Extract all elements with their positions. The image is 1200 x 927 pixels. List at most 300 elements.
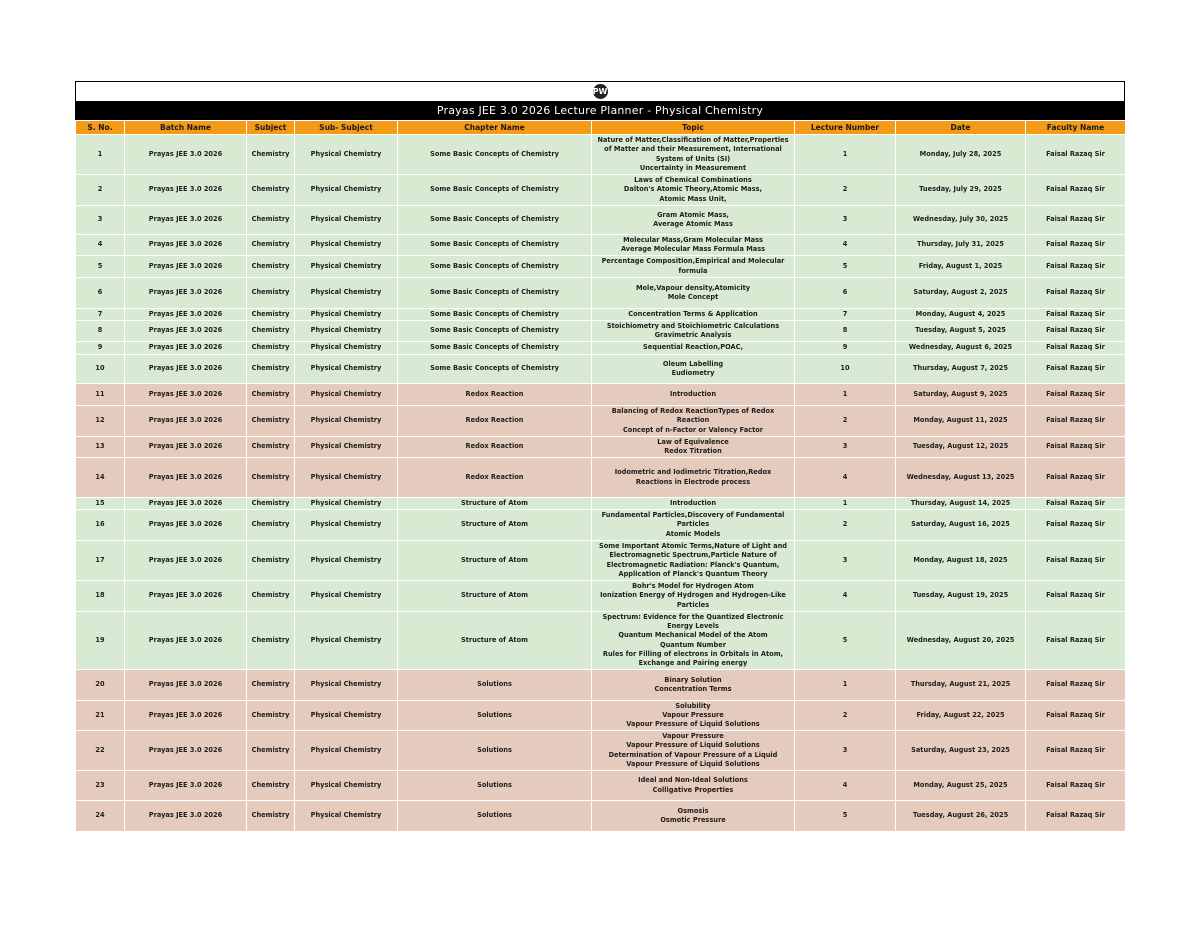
cell-batch-name: Prayas JEE 3.0 2026 [125,771,247,801]
cell-subject: Chemistry [247,206,295,235]
table-row [76,701,1126,731]
cell-chapter-name: Structure of Atom [398,581,592,612]
cell-chapter-name: Solutions [398,771,592,801]
cell-batch-name: Prayas JEE 3.0 2026 [125,801,247,832]
cell-lecture-number: 5 [795,612,896,670]
cell-sno: 11 [76,384,125,406]
table-row [76,384,1126,406]
cell-sno: 20 [76,670,125,701]
cell-sno: 4 [76,235,125,256]
cell-topic [592,256,795,278]
cell-sno: 9 [76,342,125,355]
table-row [76,498,1126,510]
cell-batch-name: Prayas JEE 3.0 2026 [125,321,247,342]
table-body [76,135,1126,832]
cell-faculty-name: Faisal Razaq Sir [1026,670,1126,701]
header-row [76,121,1126,135]
lecture-planner-sheet [75,81,1125,832]
topic-line: Redox Titration [664,447,722,455]
header-faculty-name: Faculty Name [1026,121,1126,135]
cell-batch-name: Prayas JEE 3.0 2026 [125,701,247,731]
topic-line: Gravimetric Analysis [654,331,732,339]
cell-sub-subject: Physical Chemistry [295,670,398,701]
cell-sno: 7 [76,309,125,321]
cell-faculty-name: Faisal Razaq Sir [1026,437,1126,458]
cell-sno: 3 [76,206,125,235]
topic-line: Eudiometry [671,369,715,377]
cell-date: Friday, August 1, 2025 [896,256,1026,278]
cell-faculty-name: Faisal Razaq Sir [1026,581,1126,612]
cell-date: Saturday, August 2, 2025 [896,278,1026,309]
topic-line: System of Units (SI) [655,154,731,163]
cell-subject: Chemistry [247,541,295,581]
cell-lecture-number: 4 [795,235,896,256]
cell-sub-subject: Physical Chemistry [295,384,398,406]
cell-sno: 16 [76,510,125,541]
topic-line: Vapour Pressure of Liquid Solutions [626,759,760,768]
header-sno: S. No. [76,121,125,135]
cell-subject: Chemistry [247,498,295,510]
cell-subject: Chemistry [247,175,295,206]
topic-line: Nature of Matter,Classification of Matter,Properties [597,135,789,144]
cell-sub-subject: Physical Chemistry [295,206,398,235]
cell-faculty-name: Faisal Razaq Sir [1026,309,1126,321]
header-subject: Subject [247,121,295,135]
topic-line: Introduction [669,498,717,507]
topic-line: Mole,Vapour density,Atomicity [635,283,751,292]
cell-batch-name: Prayas JEE 3.0 2026 [125,731,247,771]
cell-chapter-name: Structure of Atom [398,510,592,541]
cell-sno: 8 [76,321,125,342]
cell-chapter-name: Solutions [398,670,592,701]
topic-line: Molecular Mass,Gram Molecular Mass [623,235,763,244]
cell-faculty-name: Faisal Razaq Sir [1026,278,1126,309]
cell-sub-subject: Physical Chemistry [295,321,398,342]
topic-line: Osmotic Pressure [660,816,726,824]
cell-batch-name: Prayas JEE 3.0 2026 [125,175,247,206]
topic-line: Electromagnetic Spectrum,Particle Nature of [609,551,777,560]
cell-subject: Chemistry [247,458,295,498]
cell-batch-name: Prayas JEE 3.0 2026 [125,309,247,321]
cell-date: Tuesday, August 12, 2025 [896,437,1026,458]
cell-date: Tuesday, July 29, 2025 [896,175,1026,206]
topic-line: Quantum Number [660,640,726,649]
cell-sub-subject: Physical Chemistry [295,801,398,832]
cell-faculty-name: Faisal Razaq Sir [1026,701,1126,731]
cell-sub-subject: Physical Chemistry [295,278,398,309]
cell-sub-subject: Physical Chemistry [295,342,398,355]
cell-sub-subject: Physical Chemistry [295,771,398,801]
cell-sub-subject: Physical Chemistry [295,235,398,256]
cell-subject: Chemistry [247,256,295,278]
topic-line: Bohr's Model for Hydrogen Atom [632,582,754,591]
table-row [76,801,1126,832]
cell-sno: 13 [76,437,125,458]
cell-chapter-name: Some Basic Concepts of Chemistry [398,321,592,342]
cell-chapter-name: Structure of Atom [398,498,592,510]
table-row [76,278,1126,309]
header-sub-subject: Sub- Subject [295,121,398,135]
cell-chapter-name: Structure of Atom [398,612,592,670]
cell-chapter-name: Redox Reaction [398,458,592,498]
header-lecture-number: Lecture Number [795,121,896,135]
cell-batch-name: Prayas JEE 3.0 2026 [125,406,247,437]
table-row [76,355,1126,384]
cell-sno: 21 [76,701,125,731]
cell-sno: 6 [76,278,125,309]
cell-topic [592,731,795,771]
cell-topic [592,498,795,510]
cell-batch-name: Prayas JEE 3.0 2026 [125,541,247,581]
logo-row [75,81,1125,101]
table-row [76,581,1126,612]
topic-line: Mole Concept [667,293,719,301]
topic-line: Sequential Reaction,POAC, [643,343,743,352]
cell-chapter-name: Redox Reaction [398,384,592,406]
cell-lecture-number: 3 [795,541,896,581]
topic-line: Binary Solution [664,675,722,684]
table-row [76,206,1126,235]
cell-sub-subject: Physical Chemistry [295,581,398,612]
cell-date: Wednesday, August 13, 2025 [896,458,1026,498]
topic-line: Dalton's Atomic Theory,Atomic Mass, [623,185,763,194]
header-chapter-name: Chapter Name [398,121,592,135]
cell-topic [592,437,795,458]
topic-line: Particles [676,520,710,529]
topic-line: Reactions in Electrode process [635,477,751,486]
cell-date: Tuesday, August 19, 2025 [896,581,1026,612]
cell-faculty-name: Faisal Razaq Sir [1026,321,1126,342]
cell-date: Saturday, August 23, 2025 [896,731,1026,771]
cell-date: Thursday, July 31, 2025 [896,235,1026,256]
cell-topic [592,801,795,832]
cell-subject: Chemistry [247,309,295,321]
cell-date: Monday, August 18, 2025 [896,541,1026,581]
cell-lecture-number: 3 [795,731,896,771]
cell-batch-name: Prayas JEE 3.0 2026 [125,510,247,541]
cell-lecture-number: 10 [795,355,896,384]
cell-sub-subject: Physical Chemistry [295,541,398,581]
cell-faculty-name: Faisal Razaq Sir [1026,498,1126,510]
pw-logo-icon: PW [593,84,608,99]
cell-sub-subject: Physical Chemistry [295,612,398,670]
cell-lecture-number: 1 [795,498,896,510]
cell-lecture-number: 2 [795,406,896,437]
topic-line: Balancing of Redox ReactionTypes of Redox [611,407,775,416]
cell-topic [592,581,795,612]
cell-sno: 15 [76,498,125,510]
topic-line: Application of Planck's Quantum Theory [618,569,768,578]
cell-sub-subject: Physical Chemistry [295,437,398,458]
topic-line: Law of Equivalence [657,437,729,446]
cell-faculty-name: Faisal Razaq Sir [1026,510,1126,541]
cell-date: Wednesday, August 20, 2025 [896,612,1026,670]
table-row [76,256,1126,278]
table-row [76,771,1126,801]
cell-batch-name: Prayas JEE 3.0 2026 [125,612,247,670]
cell-topic [592,135,795,175]
cell-chapter-name: Solutions [398,701,592,731]
cell-subject: Chemistry [247,321,295,342]
topic-line: of Matter and their Measurement, International [604,145,782,154]
topic-line: Percentage Composition,Empirical and Molecular [601,257,785,266]
cell-sub-subject: Physical Chemistry [295,498,398,510]
topic-line: Reaction [676,416,710,425]
table-row [76,612,1126,670]
topic-line: Introduction [669,389,717,398]
table-row [76,135,1126,175]
cell-batch-name: Prayas JEE 3.0 2026 [125,135,247,175]
cell-faculty-name: Faisal Razaq Sir [1026,612,1126,670]
cell-date: Thursday, August 7, 2025 [896,355,1026,384]
topic-line: Concentration Terms [654,685,732,693]
cell-faculty-name: Faisal Razaq Sir [1026,458,1126,498]
table-row [76,321,1126,342]
topic-line: Exchange and Pairing energy [638,659,748,668]
cell-lecture-number: 4 [795,771,896,801]
topic-line: Quantum Mechanical Model of the Atom [618,631,768,640]
cell-batch-name: Prayas JEE 3.0 2026 [125,355,247,384]
topic-line: Spectrum: Evidence for the Quantized Electronic [602,612,784,621]
cell-lecture-number: 1 [795,670,896,701]
cell-topic [592,384,795,406]
cell-sno: 19 [76,612,125,670]
cell-batch-name: Prayas JEE 3.0 2026 [125,256,247,278]
cell-lecture-number: 2 [795,510,896,541]
cell-sub-subject: Physical Chemistry [295,256,398,278]
cell-batch-name: Prayas JEE 3.0 2026 [125,437,247,458]
cell-topic [592,771,795,801]
cell-batch-name: Prayas JEE 3.0 2026 [125,498,247,510]
topic-line: Vapour Pressure of Liquid Solutions [626,720,760,729]
cell-sub-subject: Physical Chemistry [295,355,398,384]
cell-date: Monday, August 4, 2025 [896,309,1026,321]
cell-subject: Chemistry [247,701,295,731]
cell-topic [592,321,795,342]
cell-lecture-number: 8 [795,321,896,342]
cell-topic [592,406,795,437]
topic-line: Rules for Filling of electrons in Orbitals in Atom, [602,649,784,658]
topic-line: Atomic Models [665,529,721,538]
cell-sub-subject: Physical Chemistry [295,309,398,321]
topic-line: Oleum Labelling [662,359,724,368]
cell-batch-name: Prayas JEE 3.0 2026 [125,384,247,406]
cell-subject: Chemistry [247,135,295,175]
cell-lecture-number: 7 [795,309,896,321]
cell-topic [592,541,795,581]
cell-faculty-name: Faisal Razaq Sir [1026,235,1126,256]
topic-line: Stoichiometry and Stoichiometric Calculations [606,321,780,330]
cell-sub-subject: Physical Chemistry [295,458,398,498]
cell-lecture-number: 1 [795,135,896,175]
cell-subject: Chemistry [247,612,295,670]
cell-chapter-name: Some Basic Concepts of Chemistry [398,175,592,206]
topic-line: Ionization Energy of Hydrogen and Hydrogen-Like [600,591,786,600]
cell-date: Wednesday, August 6, 2025 [896,342,1026,355]
table-row [76,175,1126,206]
cell-subject: Chemistry [247,771,295,801]
cell-subject: Chemistry [247,581,295,612]
cell-subject: Chemistry [247,235,295,256]
cell-batch-name: Prayas JEE 3.0 2026 [125,206,247,235]
table-row [76,458,1126,498]
topic-line: Energy Levels [667,621,719,630]
cell-faculty-name: Faisal Razaq Sir [1026,406,1126,437]
cell-chapter-name: Some Basic Concepts of Chemistry [398,355,592,384]
topic-line: Electromagnetic Radiation: Planck's Quantum, [606,560,780,569]
cell-subject: Chemistry [247,670,295,701]
cell-faculty-name: Faisal Razaq Sir [1026,175,1126,206]
topic-line: Uncertainty in Measurement [639,163,747,172]
cell-subject: Chemistry [247,801,295,832]
cell-sno: 14 [76,458,125,498]
topic-line: Vapour Pressure [662,710,724,719]
cell-date: Monday, August 25, 2025 [896,771,1026,801]
cell-topic [592,278,795,309]
topic-line: Solubility [675,701,711,710]
topic-line: Vapour Pressure of Liquid Solutions [626,741,760,750]
cell-sno: 1 [76,135,125,175]
cell-faculty-name: Faisal Razaq Sir [1026,206,1126,235]
cell-sub-subject: Physical Chemistry [295,406,398,437]
cell-subject: Chemistry [247,731,295,771]
cell-faculty-name: Faisal Razaq Sir [1026,256,1126,278]
topic-line: Some Important Atomic Terms,Nature of Light and [599,541,787,550]
cell-lecture-number: 2 [795,175,896,206]
cell-chapter-name: Some Basic Concepts of Chemistry [398,135,592,175]
topic-line: Determination of Vapour Pressure of a Liquid [608,750,778,759]
table-row [76,406,1126,437]
cell-chapter-name: Redox Reaction [398,406,592,437]
topic-line: Concentration Terms & Application [628,309,758,318]
cell-sno: 22 [76,731,125,771]
lecture-table [75,120,1126,832]
cell-sub-subject: Physical Chemistry [295,510,398,541]
cell-subject: Chemistry [247,406,295,437]
cell-topic [592,206,795,235]
cell-faculty-name: Faisal Razaq Sir [1026,731,1126,771]
cell-date: Saturday, August 16, 2025 [896,510,1026,541]
cell-batch-name: Prayas JEE 3.0 2026 [125,458,247,498]
topic-line: Vapour Pressure [662,731,724,740]
cell-chapter-name: Some Basic Concepts of Chemistry [398,342,592,355]
topic-line: formula [678,266,708,275]
cell-faculty-name: Faisal Razaq Sir [1026,384,1126,406]
cell-lecture-number: 1 [795,384,896,406]
cell-topic [592,309,795,321]
cell-batch-name: Prayas JEE 3.0 2026 [125,278,247,309]
cell-faculty-name: Faisal Razaq Sir [1026,771,1126,801]
cell-chapter-name: Some Basic Concepts of Chemistry [398,206,592,235]
cell-date: Thursday, August 14, 2025 [896,498,1026,510]
cell-date: Monday, July 28, 2025 [896,135,1026,175]
table-row [76,670,1126,701]
table-row [76,342,1126,355]
cell-sno: 10 [76,355,125,384]
cell-topic [592,612,795,670]
cell-subject: Chemistry [247,355,295,384]
cell-date: Friday, August 22, 2025 [896,701,1026,731]
header-date: Date [896,121,1026,135]
cell-subject: Chemistry [247,437,295,458]
table-row [76,510,1126,541]
topic-line: Average Molecular Mass Formula Mass [620,245,766,253]
cell-date: Tuesday, August 5, 2025 [896,321,1026,342]
table-row [76,437,1126,458]
cell-lecture-number: 4 [795,581,896,612]
table-row [76,309,1126,321]
cell-chapter-name: Some Basic Concepts of Chemistry [398,256,592,278]
cell-lecture-number: 5 [795,801,896,832]
cell-sub-subject: Physical Chemistry [295,175,398,206]
cell-date: Tuesday, August 26, 2025 [896,801,1026,832]
cell-lecture-number: 3 [795,206,896,235]
cell-topic [592,670,795,701]
table-row [76,541,1126,581]
cell-sno: 18 [76,581,125,612]
header-batch-name: Batch Name [125,121,247,135]
table-row [76,731,1126,771]
cell-date: Monday, August 11, 2025 [896,406,1026,437]
cell-batch-name: Prayas JEE 3.0 2026 [125,670,247,701]
cell-chapter-name: Solutions [398,801,592,832]
cell-lecture-number: 9 [795,342,896,355]
cell-sub-subject: Physical Chemistry [295,731,398,771]
topic-line: Gram Atomic Mass, [657,210,729,219]
cell-date: Saturday, August 9, 2025 [896,384,1026,406]
cell-chapter-name: Solutions [398,731,592,771]
cell-chapter-name: Structure of Atom [398,541,592,581]
cell-lecture-number: 6 [795,278,896,309]
cell-subject: Chemistry [247,510,295,541]
cell-faculty-name: Faisal Razaq Sir [1026,801,1126,832]
topic-line: Ideal and Non-Ideal Solutions [638,776,748,785]
cell-batch-name: Prayas JEE 3.0 2026 [125,342,247,355]
cell-sno: 5 [76,256,125,278]
topic-line: Fundamental Particles,Discovery of Fundamental [601,511,785,520]
cell-topic [592,235,795,256]
topic-line: Particles [676,600,710,609]
cell-subject: Chemistry [247,278,295,309]
cell-faculty-name: Faisal Razaq Sir [1026,342,1126,355]
topic-line: Osmosis [677,806,709,815]
cell-lecture-number: 2 [795,701,896,731]
cell-lecture-number: 5 [795,256,896,278]
topic-line: Average Atomic Mass [653,220,733,228]
cell-sub-subject: Physical Chemistry [295,701,398,731]
cell-sno: 2 [76,175,125,206]
cell-topic [592,458,795,498]
cell-chapter-name: Redox Reaction [398,437,592,458]
cell-chapter-name: Some Basic Concepts of Chemistry [398,235,592,256]
topic-line: Colligative Properties [652,785,734,794]
cell-topic [592,342,795,355]
cell-batch-name: Prayas JEE 3.0 2026 [125,581,247,612]
cell-sub-subject: Physical Chemistry [295,135,398,175]
cell-date: Wednesday, July 30, 2025 [896,206,1026,235]
cell-faculty-name: Faisal Razaq Sir [1026,135,1126,175]
cell-sno: 23 [76,771,125,801]
cell-chapter-name: Some Basic Concepts of Chemistry [398,309,592,321]
topic-line: Iodometric and Iodimetric Titration,Redox [614,468,772,477]
cell-faculty-name: Faisal Razaq Sir [1026,355,1126,384]
topic-line: Atomic Mass Unit, [659,194,727,203]
cell-sno: 24 [76,801,125,832]
cell-topic [592,510,795,541]
cell-batch-name: Prayas JEE 3.0 2026 [125,235,247,256]
cell-topic [592,355,795,384]
topic-line: Laws of Chemical Combinations [634,176,752,185]
